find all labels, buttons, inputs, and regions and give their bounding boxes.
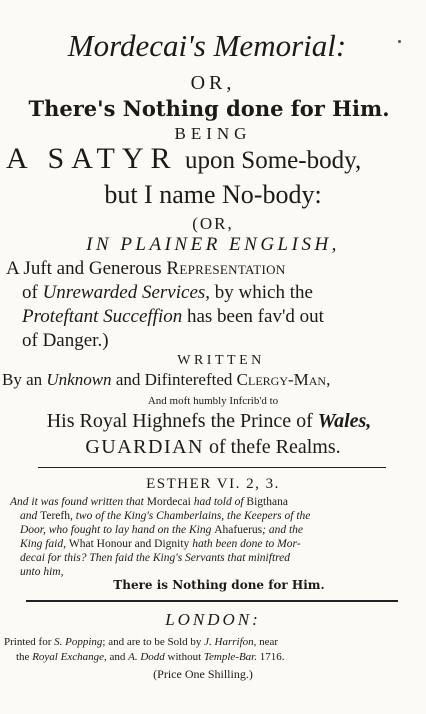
epigraph-line <box>20 524 426 536</box>
epigraph-segment: And it was found written that <box>10 496 147 508</box>
epigraph-segment: unto him, <box>20 566 64 578</box>
guardian-line: GUARDIAN of thefe Realms. <box>85 436 341 458</box>
being-line: BEING <box>174 124 252 143</box>
imprint-price: (Price One Shilling.) <box>153 667 253 681</box>
epigraph-segment: , two of the King's Chamberlains, the Keepers of the <box>69 510 311 522</box>
written-line: WRITTEN <box>177 353 265 368</box>
nobody-line: but I name No-body: <box>104 180 322 209</box>
epigraph-segment: and <box>20 510 41 522</box>
blackletter-subtitle: There's Nothing done for Him. <box>28 96 390 121</box>
imprint-city: LONDON: <box>165 610 261 629</box>
epigraph-segment: Mordecai <box>146 496 191 508</box>
epigraph-segment: Bigthana <box>246 496 288 508</box>
imprint-line-1: Printed for S. Popping; and are to be Sold by J. Harrifon, near <box>4 636 279 648</box>
description-line-2: of Unrewarded Services, by which the <box>22 282 313 303</box>
or-line-1: OR, <box>190 72 236 94</box>
epigraph-line <box>20 538 426 550</box>
epigraph-segment: Terefh <box>40 510 70 522</box>
description-line-4: of Danger.) <box>22 330 109 351</box>
divider-bottom <box>26 600 398 602</box>
plainer-english: IN PLAINER ENGLISH, <box>86 234 340 255</box>
epigraph-segment: decai for this? Then faid the King's Servants that miniftred <box>20 552 291 564</box>
epigraph-segment: Ahafuerus <box>214 524 263 536</box>
or-line-2: (OR, <box>192 214 234 233</box>
epigraph-segment: ; and the <box>262 524 304 536</box>
epigraph-line <box>20 552 426 564</box>
description-line-3: Proteftant Succeffion has been fav'd out <box>22 306 324 327</box>
prince-line: His Royal Highnefs the Prince of Wales, <box>46 410 372 432</box>
epigraph-segment: hath been done to Mor- <box>189 538 301 550</box>
epigraph-segment: had told of <box>190 496 247 508</box>
epigraph-closing: There is Nothing done for Him. <box>113 578 325 592</box>
epigraph-line <box>10 496 426 508</box>
epigraph-segment: What Honour and Dignity <box>68 538 190 550</box>
author-line: By an Unknown and Difinterefted Clergy-Man, <box>2 370 331 389</box>
satyr-upon: upon Some-body, <box>185 147 362 174</box>
epigraph-segment: Door, who fought to lay hand on the King <box>20 524 215 536</box>
satyr-heading: A SATYR <box>6 142 178 175</box>
description-line-1: A Juft and Generous Representation <box>6 258 286 279</box>
imprint-line-2: the Royal Exchange, and A. Dodd without Temple-Bar. 1716. <box>16 651 285 663</box>
epigraph-segment: King faid, <box>20 538 69 550</box>
epigraph-line <box>20 510 426 522</box>
satyr-line <box>6 142 426 176</box>
epigraph-line <box>20 566 426 578</box>
epigraph-reference: ESTHER VI. 2, 3. <box>146 476 280 492</box>
divider-top <box>38 467 386 468</box>
main-title: Mordecai's Memorial: <box>67 28 347 63</box>
inscribed-line: And moft humbly Infcrib'd to <box>147 395 279 407</box>
